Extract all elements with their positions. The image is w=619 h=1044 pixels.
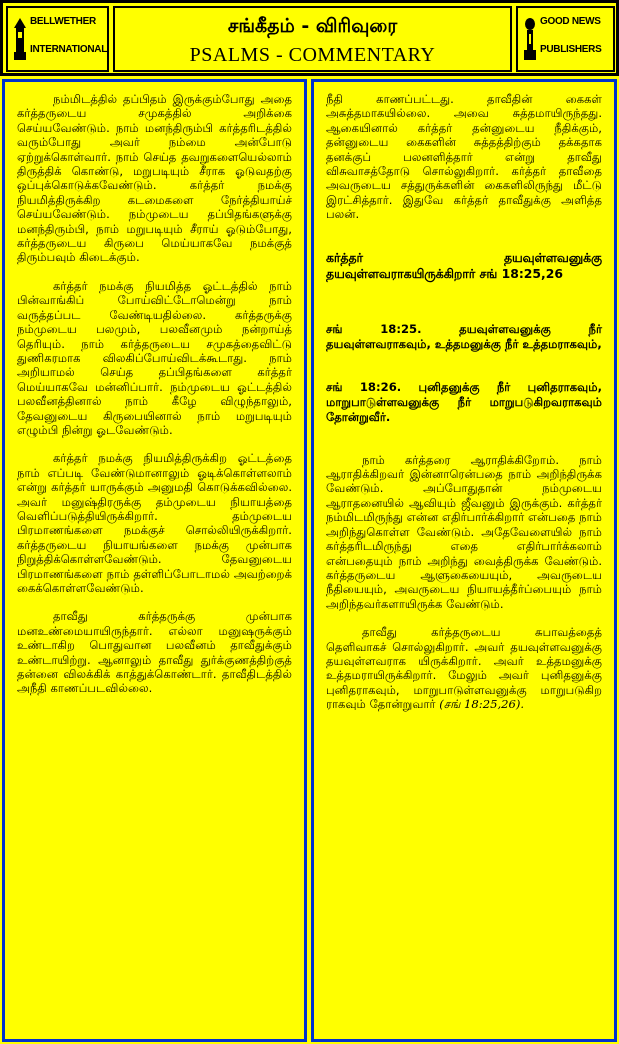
title-box bbox=[113, 6, 512, 72]
bellwether-logo-text bbox=[30, 16, 108, 56]
bellwether-logo-line2: INTERNATIONAL bbox=[30, 44, 108, 55]
bell-tower-icon bbox=[14, 18, 26, 60]
page-title-english: PSALMS - COMMENTARY bbox=[189, 44, 436, 66]
page-title-tamil: சங்கீதம் - விரிவுரை bbox=[227, 15, 398, 37]
verse-18-26: சங் 18:26. புனிதனுக்கு நீர் புனிதராகவும், மாறுபாடுள்ளவனுக்கு நீர் மாறுபடுகிறவராகவும் தோன்றுவீர். bbox=[326, 379, 602, 424]
good-news-logo bbox=[522, 16, 609, 64]
right-opening-paragraph: நீதி காணப்பட்டது. தாவீதின் கைகள் அசுத்தமாகயில்லை. அவை சுத்தமாயிருந்தது. ஆகையினால் கர்த்தர் தன்னுடைய நீதிக்கும், தன்னுடைய கைகளின் சுத்தத்திற்கும் தக்கதாக தனக்குப் பலனளித்தார் என்று தாவீது விசுவாசத்தோடு சொல்லுகிறார். கர்த்தர் தாவீதை அவருடைய சத்துருக்களின் கைகளிலிருந்து மீட்டு இரட்சித்தார். இதுவே கர்த்தர் தாவீதுக்கு அளித்த பலன். bbox=[326, 92, 602, 222]
left-column bbox=[2, 79, 307, 1042]
closing-scripture-reference: (சங் 18:25,26). bbox=[439, 697, 525, 712]
right-paragraph-2 bbox=[326, 625, 602, 711]
right-column bbox=[311, 79, 617, 1042]
bellwether-logo-line1: BELLWETHER bbox=[30, 16, 96, 27]
left-paragraph-4: தாவீது கர்த்தருக்கு முன்பாக மனஉண்மையாயிருந்தார். எல்லா மனுஷருக்கும் உண்டாகிற பொதுவான பலவீனம் தாவீதுக்கும் உண்டாயிற்று. ஆனாலும் தாவீது துர்க்குணத்திற்குத் தன்னை விலக்கிக் காத்துக்கொண்டார். தாவீதிடத்தில் அநீதி காணப்படவில்லை. bbox=[17, 609, 292, 696]
left-paragraph-1: நம்மிடத்தில் தப்பிதம் இருக்கும்போது அதை கர்த்தருடைய சமுகத்தில் அறிக்கை செய்யவேண்டும். நாம் மனந்திரும்பி கர்த்தரிடத்தில் வரும்போது அவர் நம்மை அன்போடு ஏற்றுக்கொள்வார். நாம் செய்த தவறுகளையெல்லாம் திருத்திக் கொண்டு, மறுபடியும் சீராக ஓடுவதற்கு ஒப்புக்கொடுக்கவேண்டும். கர்த்தர் நமக்கு நியமித்திருக்கிற கடமைகளை நேர்த்தியாய்ச் செய்யவேண்டும். நம்முடைய தப்பிதங்களுக்கு மனந்திரும்பி, நாம் மறுபடியும் சீராய் ஓடும்போது, கர்த்தருடைய கிருபை மெய்யாகவே நமக்குத் திரும்பவும் கிடைக்கும். bbox=[17, 92, 292, 265]
header-banner bbox=[0, 0, 619, 76]
good-news-logo-box bbox=[516, 6, 615, 72]
lamp-icon bbox=[524, 18, 536, 60]
good-news-logo-line2: PUBLISHERS bbox=[540, 44, 602, 55]
left-paragraph-2: கர்த்தர் நமக்கு நியமித்த ஓட்டத்தில் நாம் பின்வாங்கிப் போய்விட்டோமென்று நாம் வருத்தப்பட வேண்டியதில்லை. கர்த்தருக்கு நம்முடைய பலமும், பலவீனமும் நன்றாய்த் தெரியும். நாம் கர்த்தருடைய சமுகத்தைவிட்டு துணிகரமாக விலகிப்போய்விடக்கூடாது. நாம் அறியாமல் செய்த தப்பிதங்களை கர்த்தர் மெய்யாகவே மன்னிப்பார். நம்முடைய ஓட்டத்தில் பலவீனத்தினால் நாம் கீழே விழுந்தாலும், தேவனுடைய கிருபையினால் நாம் மறுபடியும் எழும்பி நின்று ஓடவேண்டும். bbox=[17, 278, 292, 437]
bellwether-logo bbox=[12, 16, 108, 64]
good-news-logo-text bbox=[540, 16, 609, 56]
good-news-logo-line1: GOOD NEWS bbox=[540, 16, 601, 27]
left-paragraph-3: கர்த்தர் நமக்கு நியமித்திருக்கிற ஓட்டத்தை நாம் எப்படி வேண்டுமானாலும் ஓடிக்கொள்ளலாம் என்று கர்த்தர் யாருக்கும் அனுமதி கொடுக்கவில்லை. அவர் மனுஷ்திரருக்கு தம்முடைய நியாயத்தை வெளிப்படுத்தியிருக்கிறார். தம்முடைய பிரமாணங்களை நமக்குச் சொல்லியிருக்கிறார். கர்த்தருடைய நியாயங்களை நமக்கு முன்பாக நிறுத்திக்கொள்ளவேண்டும். தேவனுடைய பிரமாணங்களை நாம் தள்ளிப்போடாமல் அவற்றைக் கைக்கொள்ளவேண்டும். bbox=[17, 451, 292, 595]
bellwether-logo-box bbox=[6, 6, 109, 72]
right-paragraph-2-text: தாவீது கர்த்தருடைய சுபாவத்தைத் தெளிவாகச் சொல்லுகிறார். அவர் தயவுள்ளவனுக்கு தயவுள்ளவராக யிருக்கிறார். அவர் உத்தமனுக்கு உத்தமராயிருக்கிறார். மேலும் அவர் புனிதனுக்கு புனிதராகவும், மாறுபாடுள்ளவனுக்கு மாறுபடுகிற ராகவும் தோன்றுவார் bbox=[326, 625, 602, 712]
verse-18-25: சங் 18:25. தயவுள்ளவனுக்கு நீர் தயவுள்ளவராகவும், உத்தமனுக்கு நீர் உத்தமராகவும், bbox=[326, 321, 602, 351]
section-heading: கர்த்தர் தயவுள்ளவனுக்கு தயவுள்ளவராகயிருக்கிறார் சங் 18:25,26 bbox=[326, 249, 602, 281]
right-paragraph-1: நாம் கர்த்தரை ஆராதிக்கிறோம். நாம் ஆராதிக்கிறவர் இன்னாரென்பதை நாம் அறிந்திருக்க வேண்டும். அப்போதுதான் நம்முடைய ஆராதனையில் ஆவியும் ஜீவனும் இருக்கும். கர்த்தர் நம்மிடமிருந்து என்ன எதிர்பார்க்கிறார் என்பதை நாம் அறிந்துகொள்ள வேண்டும். அதேவேளையில் நாம் கர்த்தரிடமிருந்து எதை எதிர்பார்க்கலாம் என்பதையும் நாம் அறிந்து வைத்திருக்க வேண்டும். கர்த்தருடைய ஆளுகையையும், அவருடைய நீதியையும், அவருடைய நியாயத்தீர்ப்பையும் நாம் அறிந்தவர்களாயிருக்க வேண்டும். bbox=[326, 452, 602, 611]
